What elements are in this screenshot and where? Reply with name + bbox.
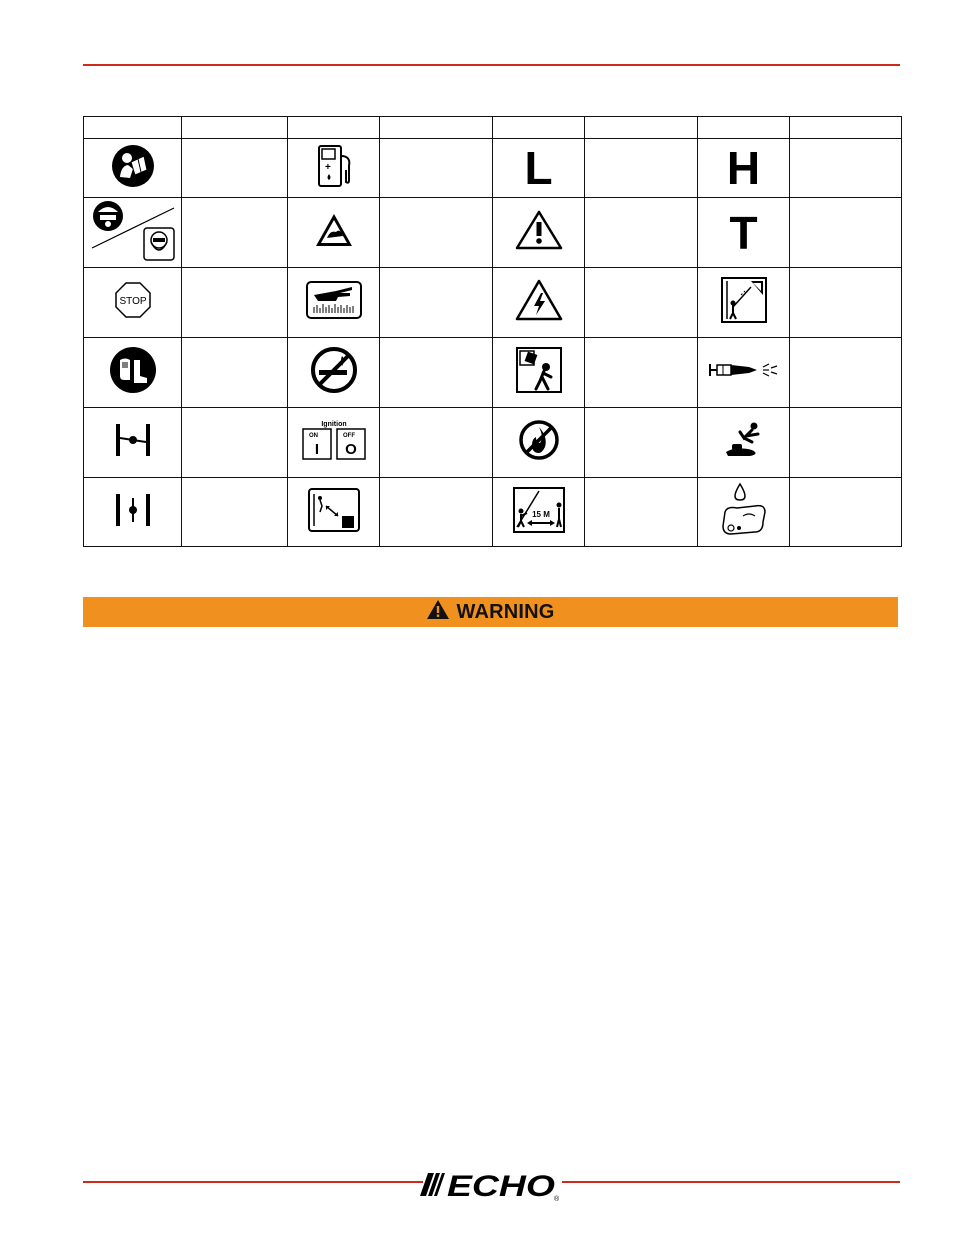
footer-rule-left (83, 1181, 423, 1183)
symbol-cell (493, 268, 585, 338)
table-row (84, 268, 902, 338)
symbol-description (182, 338, 288, 408)
no-smoking-icon (310, 346, 358, 394)
symbol-cell (493, 338, 585, 408)
table-row (84, 338, 902, 408)
symbol-description (380, 268, 493, 338)
symbol-cell (84, 198, 182, 268)
hot-surface-icon (314, 212, 354, 248)
header-rule (83, 64, 900, 66)
symbol-cell (84, 408, 182, 478)
symbol-cell (288, 338, 380, 408)
symbol-cell (84, 478, 182, 547)
symbol-cell (698, 408, 790, 478)
slip-hazard-icon (722, 420, 766, 460)
thrown-object-icon (516, 347, 562, 393)
symbol-description (585, 198, 698, 268)
header-cell (84, 117, 182, 139)
symbol-cell (288, 408, 380, 478)
table-header-row (84, 117, 902, 139)
symbol-description (380, 198, 493, 268)
symbol-description (380, 139, 493, 198)
symbol-description (182, 198, 288, 268)
symbol-cell (288, 478, 380, 547)
symbol-description (585, 408, 698, 478)
falling-object-icon (721, 277, 767, 323)
header-cell (380, 117, 493, 139)
gloves-boots-icon (109, 346, 157, 394)
symbol-cell (84, 139, 182, 198)
symbol-description (790, 268, 902, 338)
symbol-description (790, 198, 902, 268)
bystander-distance-icon (308, 488, 360, 532)
symbol-cell (493, 408, 585, 478)
symbol-description (182, 408, 288, 478)
warning-label: WARNING (456, 600, 555, 623)
symbol-description (380, 338, 493, 408)
symbol-cell (493, 139, 585, 198)
warning-triangle-icon (515, 210, 563, 250)
header-cell (288, 117, 380, 139)
symbol-cell (698, 198, 790, 268)
letter-h-symbol: H (726, 142, 761, 194)
off-label: OFF (342, 433, 355, 439)
electric-shock-icon (515, 279, 563, 321)
footer-rule-right (562, 1181, 900, 1183)
symbol-description (585, 478, 698, 547)
ignition-label: Ignition (320, 421, 347, 428)
table-row (84, 408, 902, 478)
symbol-cell (493, 198, 585, 268)
symbol-description (182, 139, 288, 198)
symbol-cell (698, 478, 790, 547)
letter-t-symbol: T (729, 206, 758, 259)
symbols-table (83, 116, 902, 547)
fuel-pump-icon (313, 144, 355, 188)
alert-triangle-icon (426, 599, 450, 625)
symbol-cell (698, 139, 790, 198)
symbol-cell (84, 338, 182, 408)
symbol-cell (84, 268, 182, 338)
symbol-description (380, 478, 493, 547)
table-row (84, 139, 902, 198)
symbol-description (585, 268, 698, 338)
read-manual-icon (111, 144, 155, 188)
choke-closed-icon (113, 422, 153, 458)
header-cell (182, 117, 288, 139)
symbol-cell (288, 198, 380, 268)
symbol-cell (698, 338, 790, 408)
symbol-cell (493, 478, 585, 547)
choke-open-icon (113, 492, 153, 528)
symbol-description (790, 478, 902, 547)
header-cell (790, 117, 902, 139)
letter-l-symbol: L (524, 142, 553, 194)
registered-mark: ® (554, 1196, 560, 1203)
symbol-cell (288, 268, 380, 338)
no-fire-icon (518, 419, 560, 461)
svg-text:+: + (324, 161, 331, 173)
chain-oil-icon (719, 482, 769, 538)
symbol-description (585, 139, 698, 198)
symbol-description (790, 408, 902, 478)
symbol-description (182, 478, 288, 547)
header-cell (698, 117, 790, 139)
warning-banner (83, 597, 898, 627)
header-cell (585, 117, 698, 139)
stop-sign-text: STOP (118, 296, 147, 307)
off-glyph: O (344, 441, 357, 458)
on-glyph: I (314, 441, 319, 458)
echo-logo (418, 1163, 562, 1203)
symbol-description (182, 268, 288, 338)
symbol-description (790, 338, 902, 408)
injection-hazard-icon (709, 360, 779, 380)
symbol-description (380, 408, 493, 478)
stop-sign-icon (115, 282, 151, 318)
sharp-hand-icon (306, 281, 362, 319)
table-row (84, 198, 902, 268)
ignition-switch-icon (301, 419, 367, 461)
symbol-description (585, 338, 698, 408)
distance-label: 15 M (531, 509, 550, 519)
symbol-description (790, 139, 902, 198)
brand-text: ECHO (447, 1170, 555, 1203)
symbol-cell (288, 139, 380, 198)
symbol-cell (698, 268, 790, 338)
eye-ear-head-protection-icon (90, 198, 176, 262)
keep-distance-icon (513, 487, 565, 533)
header-cell (493, 117, 585, 139)
table-row (84, 478, 902, 547)
on-label: ON (308, 433, 318, 439)
